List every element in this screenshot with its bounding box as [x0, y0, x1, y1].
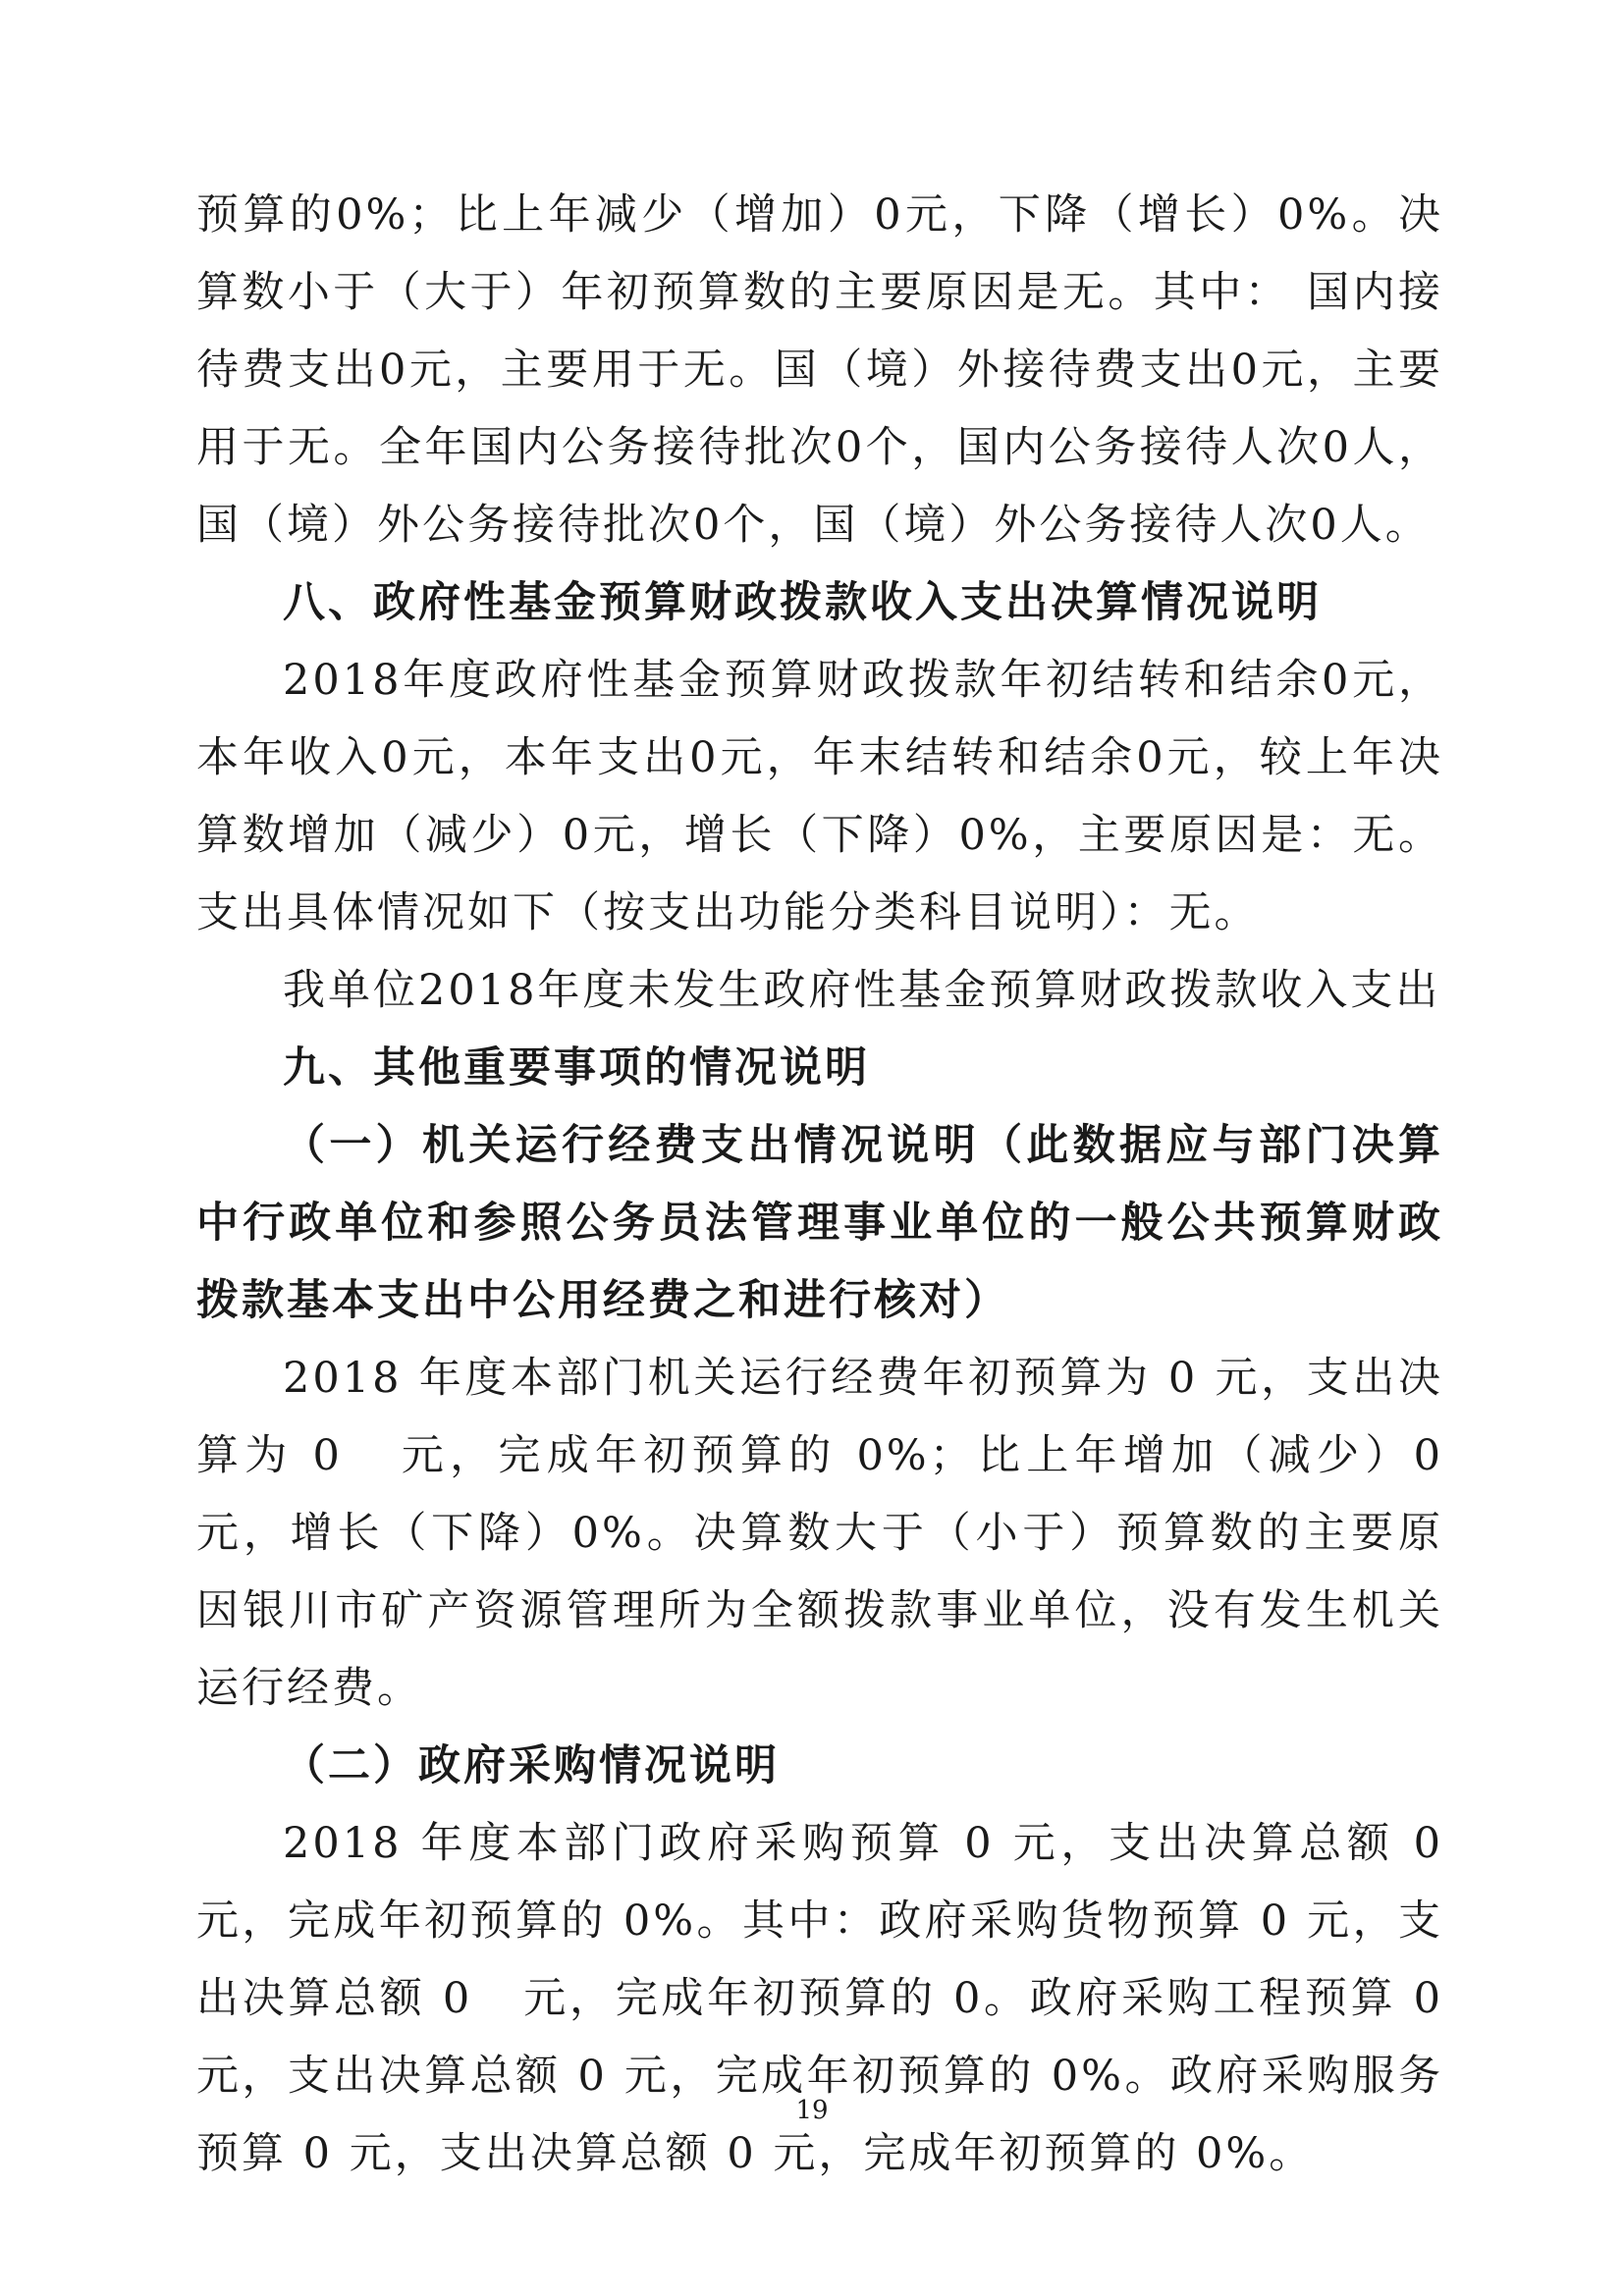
heading-subsection-2: （二）政府采购情况说明: [283, 1741, 780, 1790]
paragraph-operating-expenses: 2018 年度本部门机关运行经费年初预算为 0 元，支出决算为 0 元，完成年初预算的 0%；比上年增加（减少）0 元，增长（下降）0%。决算数大于（小于）预算数的主要原因银川市矿产资源管理所为全额拨款事业单位，没有发生机关运行经费。: [196, 1354, 1460, 1713]
page-number: 19: [795, 2096, 829, 2125]
paragraph-reception-cont: 预算的0%；比上年减少（增加）0元，下降（增长）0%。决算数小于（大于）年初预算数的主要原因是无。其中： 国内接待费支出0元，主要用于无。国（境）外接待费支出0元，主要用于无。全年国内公务接待批次0个，国内公务接待人次0人，国（境）外公务接待批次0个，国（境）外公务接待人次0人。: [196, 190, 1443, 550]
paragraph-procurement: 2018 年度本部门政府采购预算 0 元，支出决算总额 0 元，完成年初预算的 0%。其中：政府采购货物预算 0 元，支出决算总额 0 元，完成年初预算的 0。政府采购工程预算 0 元，支出决算总额 0 元，完成年初预算的 0%。政府采购服务预算 0 元，支出决算总额 0 元，完成年初预算的 0%。: [196, 1819, 1460, 2178]
document-body: [196, 177, 1460, 2193]
paragraph-fund-budget: 2018年度政府性基金预算财政拨款年初结转和结余0元，本年收入0元，本年支出0元，年末结转和结余0元，较上年决算数增加（减少）0元，增长（下降）0%，主要原因是：无。支出具体情况如下（按支出功能分类科目说明）：无。: [196, 656, 1443, 937]
heading-section-8: 八、政府性基金预算财政拨款收入支出决算情况说明: [283, 578, 1322, 627]
heading-section-9: 九、其他重要事项的情况说明: [283, 1043, 870, 1093]
heading-subsection-1: （一）机关运行经费支出情况说明（此数据应与部门决算中行政单位和参照公务员法管理事业单位的一般公共预算财政拨款基本支出中公用经费之和进行核对）: [196, 1121, 1443, 1325]
paragraph-fund-none: 我单位2018年度未发生政府性基金预算财政拨款收入支出: [283, 966, 1441, 1015]
